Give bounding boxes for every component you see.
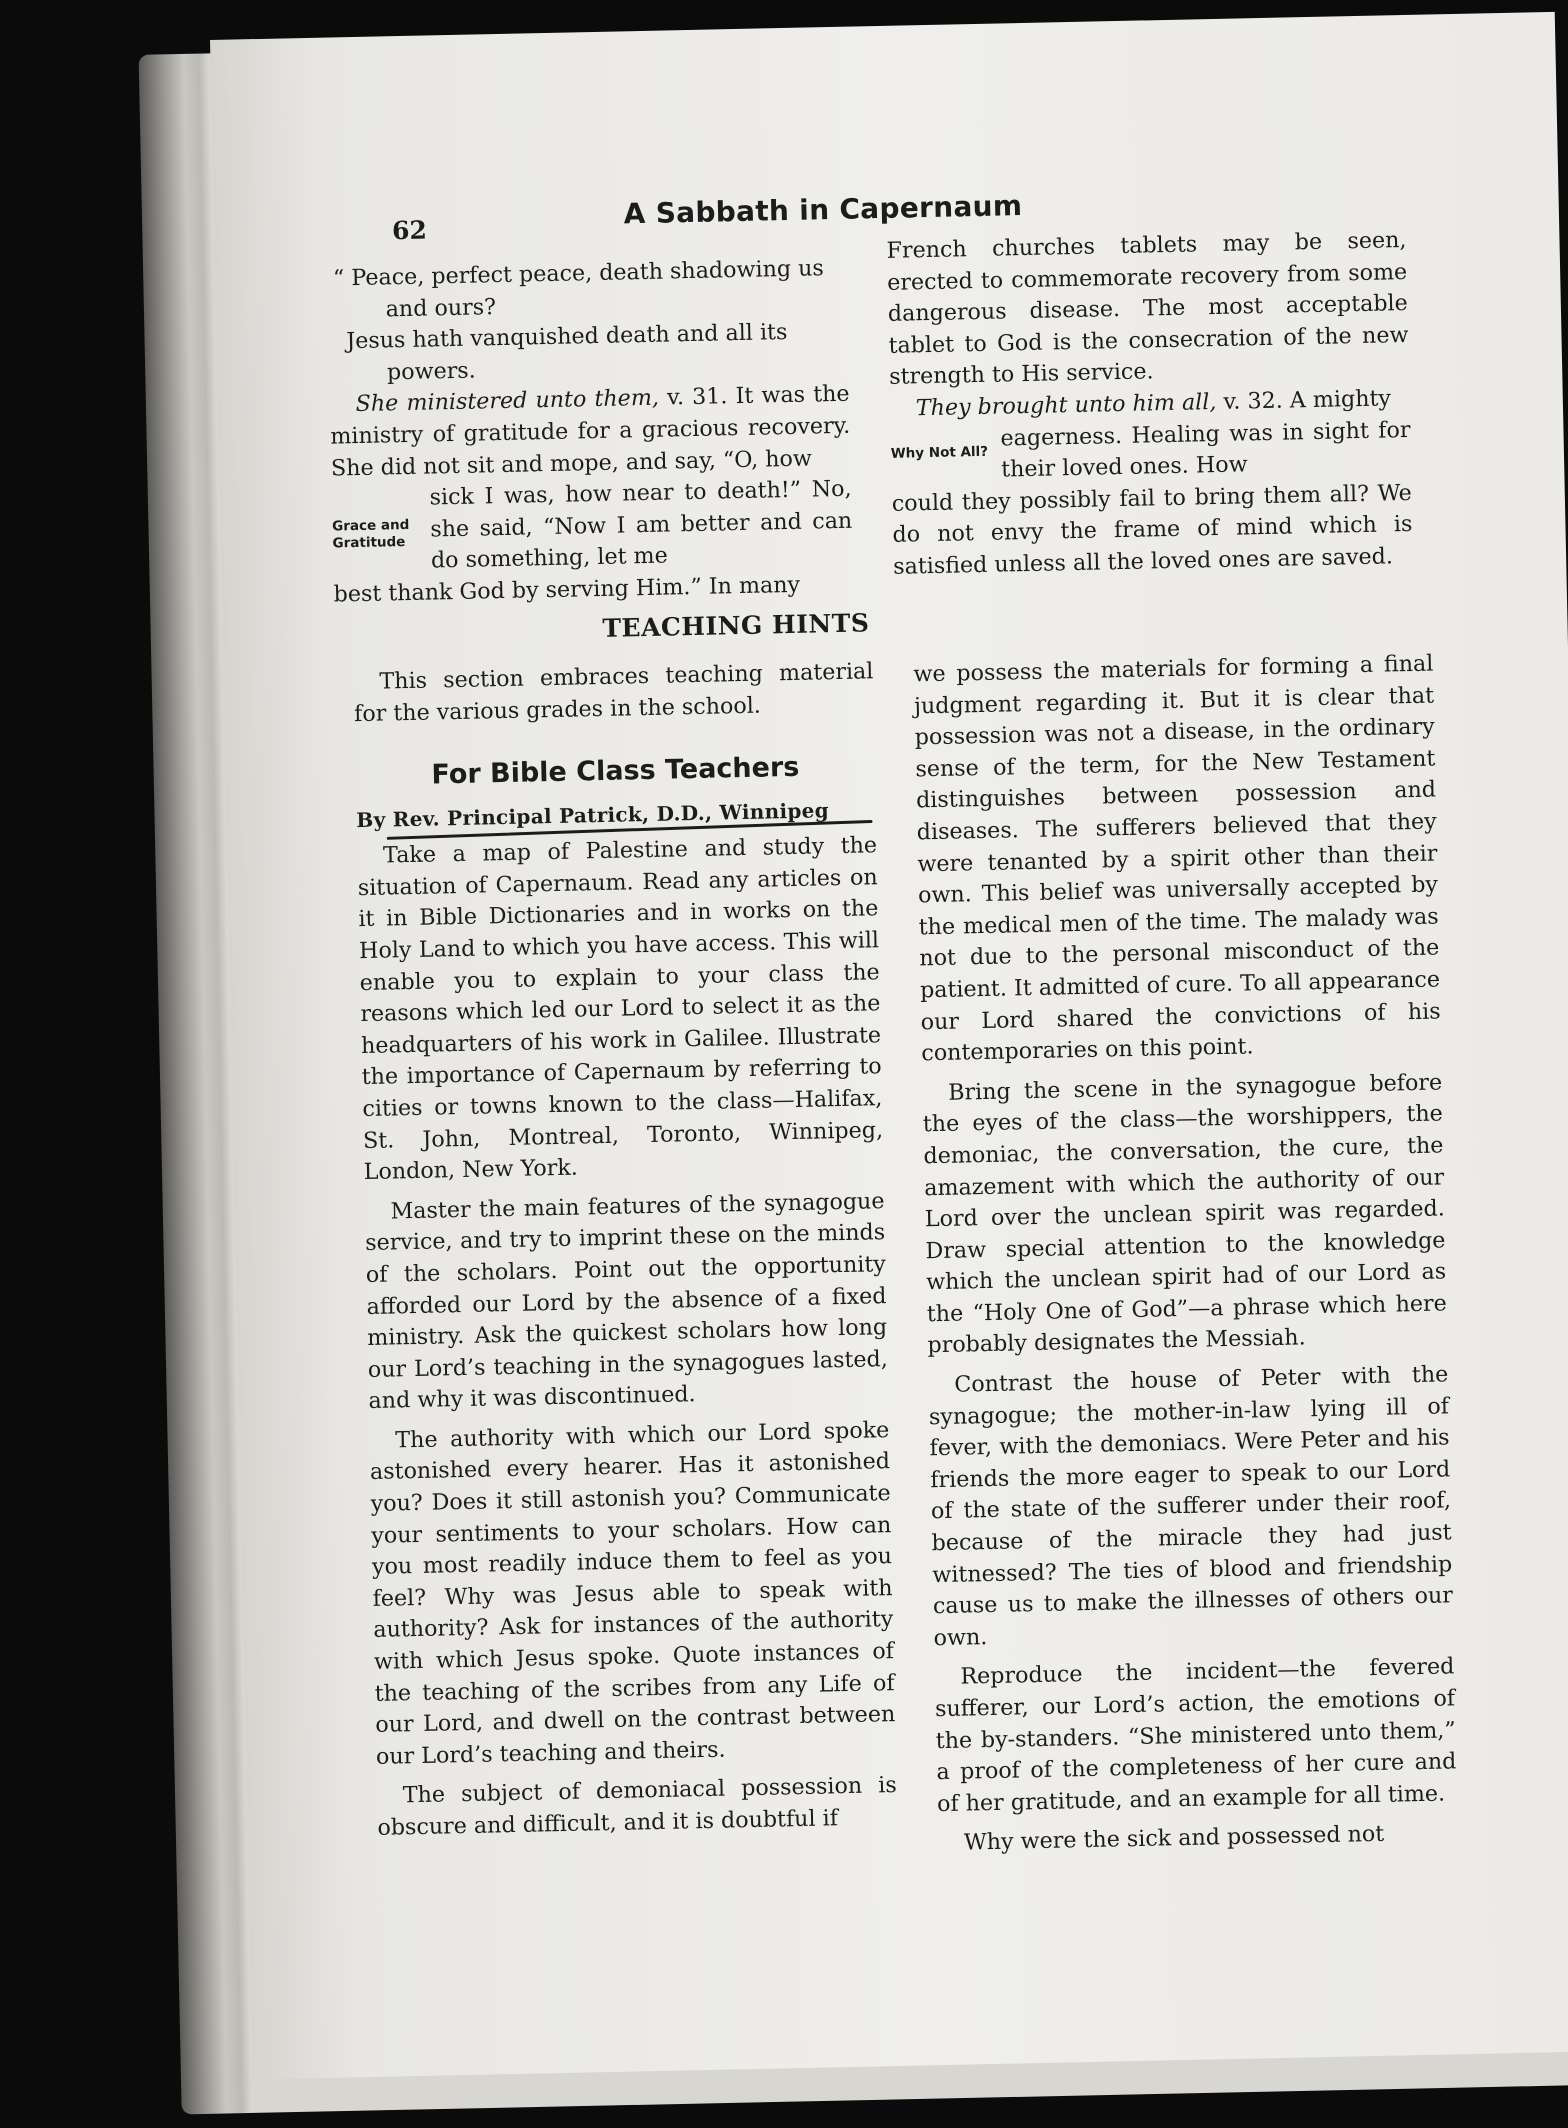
paragraph-text: v. 31. It was the ministry of gratitude for a gracious recovery. She did not sit and mope, and say, “O, how	[330, 381, 851, 482]
intro-paragraph: This section embraces teaching material for the various grades in the school.	[353, 658, 874, 727]
book-page	[210, 12, 1568, 2080]
sidenote-wrap	[331, 474, 853, 580]
paragraph: Why were the sick and possessed not	[963, 1821, 1385, 1856]
byline: By Rev. Principal Patrick, D.D., Winnipeg	[356, 798, 830, 833]
bottom-left-column	[353, 656, 898, 1844]
paragraph: Bring the scene in the synagogue before the eyes of the class—the worshippers, the demoniac, the conversation, the cure, the amazement with which the authority of our Lord over the unclean spirit was regarded. Draw special attention to the knowledge which the unclean spirit had of our Lord as the “Holy One of God”—a phrase which here probably designates the Messiah.	[922, 1069, 1447, 1359]
sidenote-why-not-all: Why Not All?	[890, 443, 989, 462]
top-left-column	[327, 253, 854, 611]
poem-quote	[327, 253, 850, 390]
paragraph: The authority with which our Lord spoke astonished every hearer. Has it astonished you? Does it still astonish you? Communicate your sentiments to your scholars. How can you most readily induce them to feel as you feel? Why was Jesus able to speak with authority? Ask for instances of the authority with which Jesus spoke. Quote instances of the teaching of the scribes from any Life of our Lord, and dwell on the contrast between our Lord’s teaching and theirs.	[369, 1416, 896, 1770]
poem-line: “ Peace, perfect peace, death shadowing us	[332, 255, 825, 292]
italic-lead: She ministered unto them,	[355, 385, 660, 418]
poem-line: Jesus hath vanquished death and all its	[346, 319, 788, 355]
paragraph-text: best thank God by serving Him.” In many	[333, 571, 801, 608]
paragraph-text: sick I was, how near to death!” No, she said, “Now I am better and can do something, let me	[429, 475, 853, 574]
page-number: 62	[391, 215, 428, 246]
paragraph: Take a map of Palestine and study the situation of Capernaum. Read any articles on it in Bible Dictionaries and in works on the Holy Land to which you have access. This will enable you to explain to your class the reasons which led our Lord to select it as the headquarters of his work in Galilee. Illustrate the importance of Capernaum by referring to cities or towns known to the class—Halifax, St. John, Montreal, Toronto, Winnipeg, London, New York.	[357, 832, 884, 1186]
italic-lead: They brought unto him all,	[915, 388, 1217, 422]
page-content	[210, 12, 1568, 2080]
paragraph-text: eagerness. Healing was in sight for their loved ones. How	[1000, 416, 1411, 483]
section-heading: TEACHING HINTS	[602, 608, 870, 643]
running-title: A Sabbath in Capernaum	[623, 189, 1023, 231]
poem-line: powers.	[386, 357, 476, 386]
subheading: For Bible Class Teachers	[431, 752, 800, 791]
paragraph: The subject of demoniacal possession is obscure and difficult, and it is doubtful if	[377, 1772, 897, 1841]
paragraph-text: could they possibly fail to bring them all? We do not envy the frame of mind which is satisfied unless all the loved ones are saved.	[891, 479, 1413, 580]
paragraph: we possess the materials for forming a final judgment regarding it. But it is clear that possession was not a disease, in the ordinary sense of the term, for the New Testament distinguishes between possession and diseases. The sufferers believed that they were tenanted by a spirit other than their own. This belief was universally accepted by the medical men of the time. The malady was not due to the personal misconduct of the patient. It admitted of cure. To all appearance our Lord shared the convictions of his contemporaries on this point.	[913, 650, 1441, 1067]
paragraph-text: French churches tablets may be seen, erected to commemorate recovery from some dangerous disease. The most acceptable tablet to God is the consecration of the new strength to His service.	[886, 226, 1409, 391]
paragraph: Contrast the house of Peter with the synagogue; the mother-in-law lying ill of fever, with the demoniacs. Were Peter and his friends the more eager to speak to our Lord of the state of the sufferer under their roof, because of the miracle they had just witnessed? The ties of blood and friendship cause us to make the illnesses of others our own.	[928, 1361, 1454, 1652]
bottom-right-column	[913, 649, 1458, 1861]
top-right-column	[886, 225, 1413, 583]
paragraph: Reproduce the incident—the fevered sufferer, our Lord’s action, the emotions of the by-standers. “She ministered unto them,” a proof of the completeness of her cure and of her gratitude, and an example for all time.	[934, 1653, 1457, 1817]
sidenote-grace-and-gratitude: Grace and Gratitude	[332, 517, 410, 552]
paragraph: Master the main features of the synagogue service, and try to imprint these on the minds of the scholars. Point out the opportunity afforded our Lord by the absence of a fixed ministry. Ask the quickest scholars how long our Lord’s teaching in the synagogues lasted, and why it was discontinued.	[364, 1187, 889, 1415]
paragraph-text: v. 32. A mighty	[1216, 385, 1392, 415]
paragraph	[329, 379, 851, 485]
poem-line: and ours?	[385, 293, 497, 322]
sidenote-wrap	[890, 415, 1411, 489]
